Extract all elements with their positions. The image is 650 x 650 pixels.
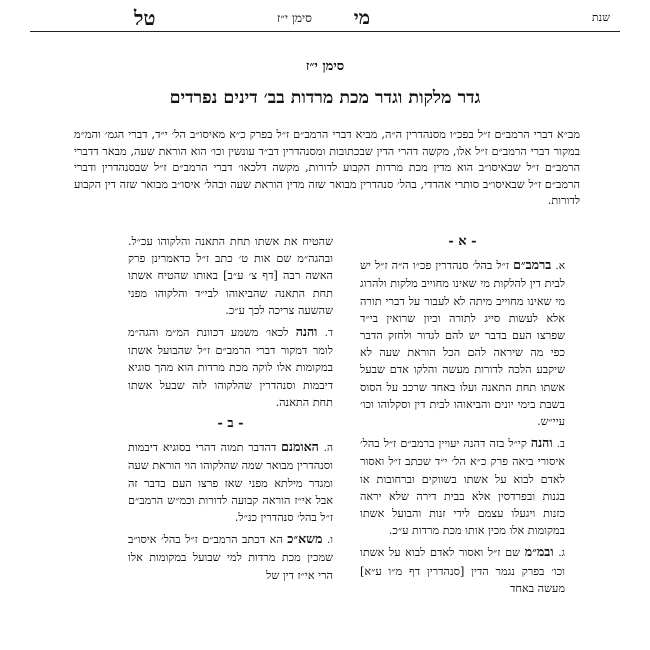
section-marker-a: - א - <box>448 234 477 249</box>
chapter-title: גדר מלקות וגדר מכת מרדות בב׳ דינים נפרדים <box>169 88 481 108</box>
paragraph-lead-word: והנה <box>295 324 318 340</box>
paragraph-1 <box>360 256 565 430</box>
paragraph-text: דהדבר תמוה דהרי בסוגיא דיבמות וסנהדרין מבואר שמה שהלקוהו הוי הוראת שעה ומגדר מילתא מפני שאז פרצו העם בדבר זה אבל אי״ז הוראה קבועה לדורות וכמ״ש הרמב״ם ז״ל בהל׳ סנהדרין כנ״ל. <box>128 441 333 525</box>
paragraph-2 <box>360 434 565 539</box>
left-column <box>128 233 333 588</box>
paragraph-number: ג. <box>558 547 565 560</box>
paragraph-number: ו. <box>326 534 333 547</box>
paragraph-text: לכאו׳ משמע דכוונת המ״מ והגה״מ לומר דמקור דברי הרמב״ם ז״ל שהבועל אשתו במקומות אלו לוקה מכת מרדות הוא מהך סוגיא דיבמות וסנהדרין שהלקוהו לזה שבעל אשתו תחת התאנה. <box>128 326 333 409</box>
paragraph-lead-word: ברמב״ם <box>513 257 552 273</box>
paragraph-lead-word: והנה <box>530 435 553 451</box>
header-page-number: טל <box>134 6 156 30</box>
paragraph-number: ב. <box>556 438 565 451</box>
paragraph-number: ד. <box>324 327 333 340</box>
summary-text: מב״א דברי הרמב״ם ז״ל בפכ״ו מסנהדרין ה״ה, מביא דברי הרמב״ם ז״ל בפרק כ״א מאיסו״ב הל׳ י״ד, דברי הגמ׳ והמ״מ במקור דברי הרמב״ם ז״ל אלו, מקשה דהרי הדין שבכתובות ומסנהדרין דב״ד עונשין וכו׳ הוא הוראת שעה, מבאר דדברי הרמב״ם ז״ל שבאיסו״ב הוא מדין מכת מרדות הקבוע לדורות, מקשה דלכאו׳ דברי הרמב״ם ז״ל שבסנהדרין ודברי הרמב״ם ז״ל שבאיסו״ב סותרי אהדדי, בהל׳ סנהדרין מבואר שזה מדין הוראת שעה ובהל׳ איסו״ב מבואר שזה דין הקבוע לדורות. <box>74 128 580 208</box>
paragraph-lead-word: משא״כ <box>287 531 323 547</box>
paragraph-text: שהטיח את אשתו תחת התאנה והלקוהו עכ״ל. ובהגה״מ שם אות ט׳ כתב ז״ל כדאמרינן פרק האשה רבה [דף צ׳ ע״ב] באותו שהטיח אשתו תחת התאנה שהביאוהו לבי״ד והלקוהו מפני שהשעה צריכה לכך ע״כ. <box>128 235 333 317</box>
header-siman-label: סימן י״ז <box>276 11 312 25</box>
header-book-title: מי <box>353 7 370 29</box>
paragraph-lead-word: האומנם <box>281 439 319 455</box>
paragraph-number: א. <box>555 260 565 273</box>
header-year-label: שנת <box>591 11 610 24</box>
right-column <box>360 233 565 601</box>
paragraph-5 <box>128 438 333 526</box>
siman-title: סימן י״ז <box>305 59 345 74</box>
paragraph-lead-word: ובמ״מ <box>524 544 554 560</box>
running-header <box>30 6 620 30</box>
paragraph-text: ז״ל בהל׳ סנהדרין פכ״ו ה״ה ז״ל יש לבית דין להלקות מי שאינו מחוייב מלקות ולהרוג מי שאינו מחוייב מיתה לא לעבור על דברי תורה אלא לעשות סייג לתורה וכיון שרואין בי״ד שפרצו העם בדבר יש להם לגדור ולחזק הדבר כפי מה שיראה להם הכל הוראת שעה לא שיקבע הלכה לדורות מעשה והלקו אדם שבעל אשתו תחת התאנה ועלו באחד שרכב על הסוס בשבת בימי יונים והביאוהו לבית דין וסקלוהו וכו׳ עיי״ש. <box>360 259 565 429</box>
paragraph-3 <box>360 543 565 597</box>
paragraph-text: קי״ל בזה דהנה יעויין ברמב״ם ז״ל בהל׳ איסורי ביאה פרק כ״א הל׳ י״ד שכתב ז״ל ואסור לאדם לבוא על אשתו בשווקים וברחובות או בגנות ובפרדסין אלא בבית דירה שלא יראה כזנות ויגעלו עצמם לידי זנות והבועל אשתו במקומות אלו מכין אותו מכת מרדות ע״כ. <box>360 437 565 538</box>
paragraph-text: הא דכתב הרמב״ם ז״ל בהל׳ איסו״ב שמכין מכת מרדות למי שבועל במקומות אלו הרי אי״ז דין של <box>128 533 333 582</box>
paragraph-text: שם ז״ל ואסור לאדם לבוא על אשתו וכו׳ בפרק נגמר הדין [סנהדרין דף מ״ו ע״א] מעשה באחד <box>360 546 565 595</box>
header-rule <box>30 31 620 32</box>
paragraph-6 <box>128 530 333 584</box>
paragraph-continuation <box>128 233 333 319</box>
paragraph-4 <box>128 323 333 411</box>
chapter-summary <box>74 127 580 210</box>
section-marker-b: - ב - <box>217 416 244 432</box>
paragraph-number: ה. <box>323 442 333 455</box>
